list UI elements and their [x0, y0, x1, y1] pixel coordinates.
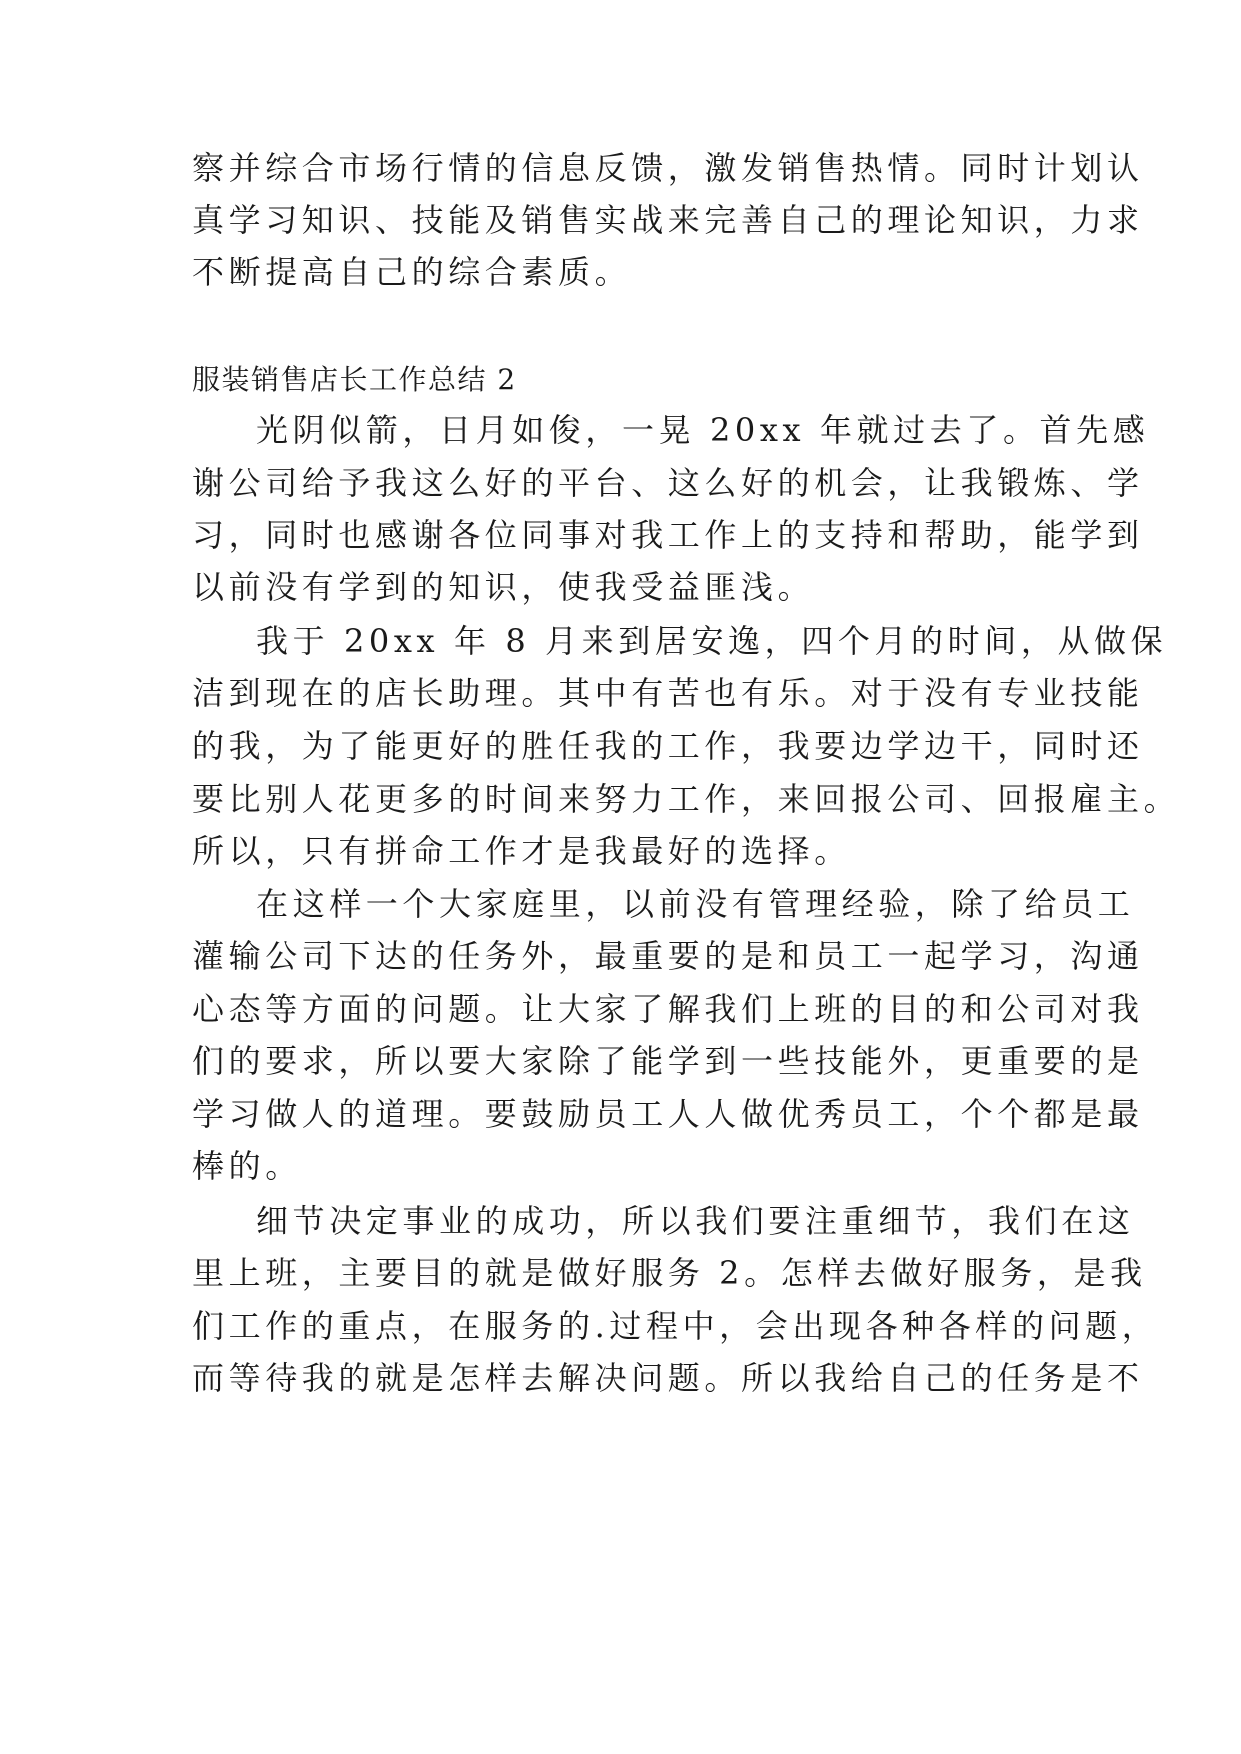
intro-line-1: 察并综合市场行情的信息反馈，激发销售热情。同时计划认 — [192, 149, 1144, 187]
paragraph3-line-6: 棒的。 — [192, 1147, 302, 1185]
paragraph3-line-1: 在这样一个大家庭里，以前没有管理经验，除了给员工 — [256, 885, 1135, 923]
paragraph4-line-2: 里上班，主要目的就是做好服务 2。怎样去做好服务，是我 — [192, 1254, 1147, 1292]
intro-line-3: 不断提高自己的综合素质。 — [192, 253, 632, 291]
paragraph1-line-1: 光阴似箭，日月如俊，一晃 20xx 年就过去了。首先感 — [256, 411, 1150, 449]
paragraph2-line-5: 所以，只有拼命工作才是我最好的选择。 — [192, 832, 851, 870]
paragraph2-line-4: 要比别人花更多的时间来努力工作，来回报公司、回报雇主。 — [192, 780, 1181, 818]
intro-line-2: 真学习知识、技能及销售实战来完善自己的理论知识，力求 — [192, 201, 1144, 239]
paragraph2-line-2: 洁到现在的店长助理。其中有苦也有乐。对于没有专业技能 — [192, 674, 1144, 712]
paragraph3-line-2: 灌输公司下达的任务外，最重要的是和员工一起学习，沟通 — [192, 937, 1144, 975]
paragraph4-line-1: 细节决定事业的成功，所以我们要注重细节，我们在这 — [256, 1202, 1135, 1240]
paragraph2-line-3: 的我，为了能更好的胜任我的工作，我要边学边干，同时还 — [192, 727, 1144, 765]
paragraph2-line-1: 我于 20xx 年 8 月来到居安逸，四个月的时间，从做保 — [256, 622, 1168, 660]
paragraph3-line-3: 心态等方面的问题。让大家了解我们上班的目的和公司对我 — [192, 990, 1144, 1028]
paragraph4-line-3: 们工作的重点，在服务的.过程中，会出现各种各样的问题， — [192, 1307, 1159, 1345]
paragraph1-line-3: 习，同时也感谢各位同事对我工作上的支持和帮助，能学到 — [192, 516, 1144, 554]
paragraph1-line-4: 以前没有学到的知识，使我受益匪浅。 — [192, 568, 815, 606]
paragraph4-line-4: 而等待我的就是怎样去解决问题。所以我给自己的任务是不 — [192, 1359, 1144, 1397]
paragraph1-line-2: 谢公司给予我这么好的平台、这么好的机会，让我锻炼、学 — [192, 464, 1144, 502]
paragraph3-line-5: 学习做人的道理。要鼓励员工人人做优秀员工，个个都是最 — [192, 1095, 1144, 1133]
section-title: 服装销售店长工作总结 2 — [192, 363, 517, 396]
paragraph3-line-4: 们的要求，所以要大家除了能学到一些技能外，更重要的是 — [192, 1042, 1144, 1080]
